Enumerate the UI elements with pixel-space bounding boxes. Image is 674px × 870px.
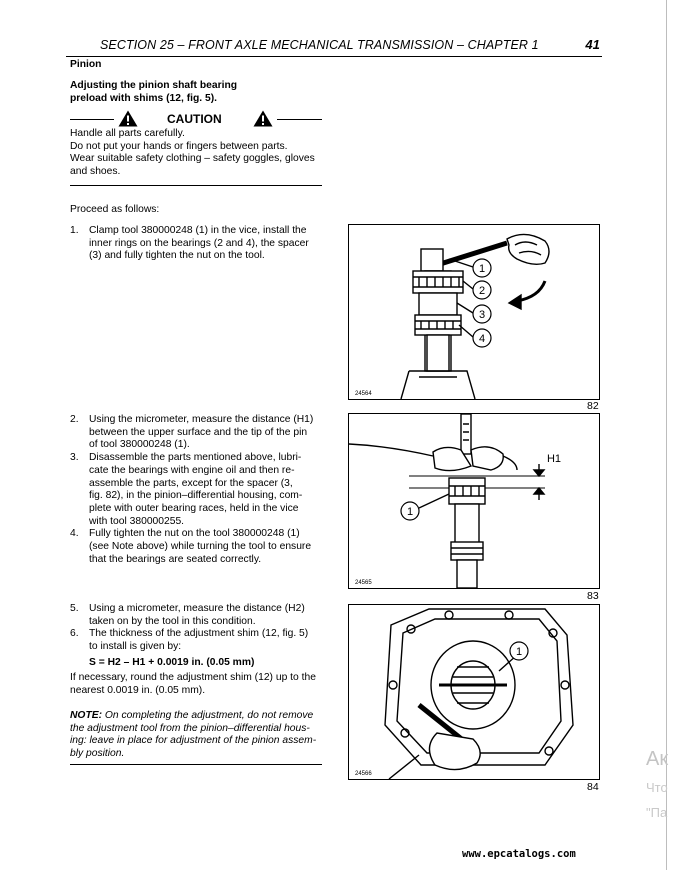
figure-84 (348, 604, 600, 780)
header-title: SECTION 25 – FRONT AXLE MECHANICAL TRANSMISSION – CHAPTER 1 (100, 38, 539, 52)
caution-rule-right (277, 119, 322, 120)
callout-3: 3 (478, 309, 486, 321)
step-line: Disassemble the parts mentioned above, lubri- (89, 452, 302, 464)
figure-83 (348, 413, 600, 589)
step-line: of tool 380000248 (1). (89, 439, 190, 451)
callout-1: 1 (478, 263, 486, 275)
header-rule (66, 56, 602, 57)
step-line: (see Note above) while turning the tool to ensure (89, 541, 312, 553)
step-number: 4. (70, 528, 79, 540)
step-number: 5. (70, 603, 79, 614)
page-number: 41 (585, 37, 600, 52)
figure-82 (348, 224, 600, 400)
caution-bottom-rule (70, 185, 322, 186)
step-line: Fully tighten the nut on the tool 380000248 (1) (89, 528, 300, 540)
step-line: inner rings on the bearings (2 and 4), the spacer (89, 237, 309, 249)
watermark-line-3: "Па (646, 805, 668, 820)
footer-url: www.epcatalogs.com (462, 848, 576, 860)
callout-1: 1 (515, 646, 523, 658)
step-item (70, 603, 324, 628)
caution-rule-left (70, 119, 114, 120)
pinion-bearing-tool-illustration (349, 225, 599, 399)
step-line: with tool 380000255. (89, 515, 185, 527)
step-number: 6. (70, 628, 79, 640)
caution-line: Do not put your hands or fingers between parts. (70, 140, 288, 152)
step-line: Using a micrometer, measure the distance (H2) (89, 603, 305, 614)
step-item (70, 628, 324, 653)
step-item (70, 225, 324, 263)
warning-triangle-icon (253, 110, 273, 127)
callout-2: 2 (478, 285, 486, 297)
caution-line: and shoes. (70, 166, 121, 178)
note-line: bly position. (70, 748, 125, 760)
caution-line: Wear suitable safety clothing – safety goggles, gloves (70, 153, 315, 165)
figure-code: 24564 (355, 391, 372, 397)
note-block (70, 710, 326, 761)
step-line: cate the bearings with engine oil and then re- (89, 464, 295, 476)
note-line: the adjustment tool from the pinion–differential hous- (70, 722, 310, 734)
shim-formula: S = H2 – H1 + 0.0019 in. (0.05 mm) (89, 657, 255, 668)
caution-label: CAUTION (167, 112, 222, 126)
callout-1: 1 (406, 506, 414, 518)
rounding-line: If necessary, round the adjustment shim (12) up to the (70, 672, 316, 683)
caution-bar (70, 110, 322, 128)
step-line: that the bearings are seated correctly. (89, 553, 262, 565)
caution-line: Handle all parts carefully. (70, 128, 185, 139)
step-line: fig. 82), in the pinion–differential housing, com- (89, 490, 303, 502)
step-line: The thickness of the adjustment shim (12, fig. 5) (89, 628, 309, 640)
step-number: 2. (70, 414, 79, 425)
figure-code: 24565 (355, 580, 372, 586)
steps-group-2 (70, 414, 324, 566)
steps-group-3 (70, 603, 324, 654)
step-line: between the upper surface and the tip of the pin (89, 426, 308, 438)
step-line: to install is given by: (89, 641, 182, 653)
warning-triangle-icon (118, 110, 138, 127)
rounding-line: nearest 0.0019 in. (0.05 mm). (70, 684, 206, 696)
step-line: Using the micrometer, measure the distance (H1) (89, 414, 314, 425)
step-item (70, 414, 324, 452)
step-number: 1. (70, 225, 79, 236)
intro-text: Proceed as follows: (70, 204, 160, 215)
rounding-text (70, 672, 326, 697)
callout-4: 4 (478, 333, 486, 345)
subheading-line-1: Adjusting the pinion shaft bearing (70, 80, 238, 91)
steps-group-1 (70, 225, 324, 263)
note-line: On completing the adjustment, do not remove (102, 710, 314, 721)
figure-number: 82 (587, 400, 599, 412)
figure-number: 84 (587, 781, 599, 793)
micrometer-measurement-illustration (349, 414, 599, 588)
step-item (70, 452, 324, 528)
figure-number: 83 (587, 590, 599, 602)
figure-code: 24566 (355, 771, 372, 777)
note-bottom-rule (70, 764, 322, 765)
step-line: taken on by the tool in this condition. (89, 615, 256, 627)
step-line: plete with outer bearing races, held in the vice (89, 502, 299, 514)
caution-text (70, 128, 326, 179)
page-edge-line (666, 0, 667, 870)
step-number: 3. (70, 452, 79, 464)
step-line: (3) and fully tighten the nut on the tool. (89, 250, 265, 262)
note-label: NOTE: (70, 710, 103, 721)
subheading-line-2: preload with shims (12, fig. 5). (70, 93, 218, 104)
step-line: Clamp tool 380000248 (1) in the vice, install the (89, 225, 307, 236)
watermark-line-1: Ак (646, 748, 669, 770)
step-item (70, 528, 324, 566)
differential-housing-illustration (349, 605, 599, 779)
page-header (100, 38, 600, 52)
note-line: ing: leave in place for adjustment of the pinion assem- (70, 735, 317, 747)
watermark-line-2: Что (646, 780, 668, 795)
dimension-label-h1: H1 (546, 453, 562, 465)
step-line: assemble the parts, except for the spacer (3, (89, 477, 293, 489)
section-title: Pinion (70, 59, 102, 70)
